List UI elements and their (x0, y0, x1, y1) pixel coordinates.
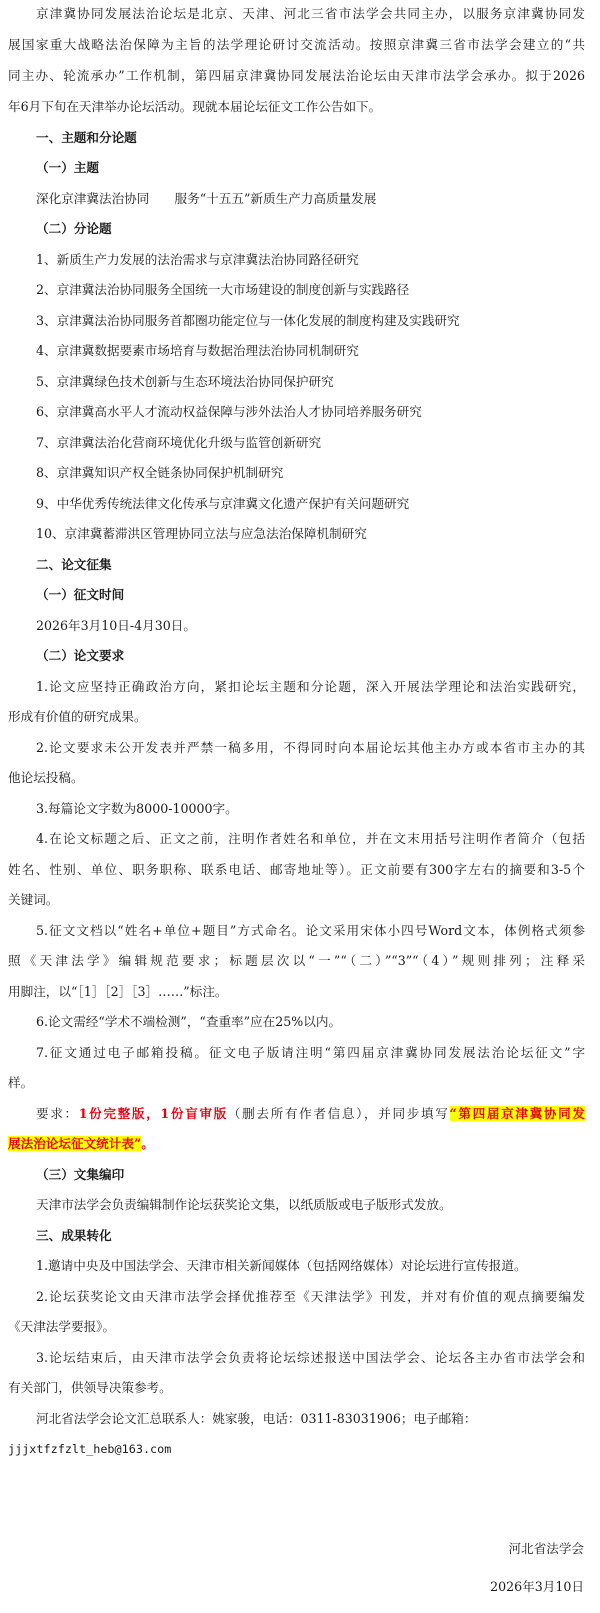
signature-organization: 河北省法学会 (508, 1541, 584, 1556)
section-heading-papers: 二、论文征集 (36, 557, 112, 572)
note-lead: 要求： (36, 1106, 79, 1121)
subtopic-item: 8、京津冀知识产权全链条协同保护机制研究 (36, 465, 284, 480)
theme-text: 深化京津冀法治协同 服务“十五五”新质生产力高质量发展 (36, 191, 377, 206)
subtopic-item: 10、京津冀蓄滞洪区管理协同立法与应急法治保障机制研究 (36, 526, 367, 541)
requirement-1-line-1: 1.论文应坚持正确政治方向，紧扣论坛主题和分论题，深入开展法学理论和法治实践研究， (36, 679, 585, 694)
subtopic-item: 2、京津冀法治协同服务全国统一大市场建设的制度创新与实践路径 (36, 282, 410, 297)
note-middle: （删去所有作者信息），并同步填写 (227, 1106, 450, 1121)
requirement-7-line-1: 7.征文通过电子邮箱投稿。征文电子版请注明“第四届京津冀协同发展法治论坛征文”字 (36, 1045, 585, 1060)
subheading-requirements: （二）论文要求 (36, 648, 125, 663)
requirement-2-line-1: 2.论文要求未公开发表并严禁一稿多用，不得同时向本届论坛其他主办方或本省市主办的其 (36, 740, 585, 755)
subtopic-item: 3、京津冀法治协同服务首都圈功能定位与一体化发展的制度构建及实践研究 (36, 313, 460, 328)
requirement-7-line-2: 样。 (8, 1075, 34, 1090)
requirement-2-line-2: 他论坛投稿。 (8, 770, 84, 785)
result-2-line-2: 《天津法学要报》。 (8, 1319, 116, 1334)
subtopic-item: 6、京津冀高水平人才流动权益保障与涉外法治人才协同培养服务研究 (36, 404, 422, 419)
subtopic-item: 9、中华优秀传统法律文化传承与京津冀文化遗产保护有关问题研究 (36, 496, 410, 511)
submission-period: 2026年3月10日-4月30日。 (36, 618, 196, 633)
subtopic-item: 1、新质生产力发展的法治需求与京津冀法治协同路径研究 (36, 252, 359, 267)
requirement-5-line-2: 照《天津法学》编辑规范要求；标题层次以“一”“（二）”“3”“（4）”规则排列；注释采 (8, 953, 585, 968)
signature-date: 2026年3月10日 (490, 1579, 584, 1594)
submission-note-line-2 (0, 1134, 600, 1154)
subheading-subtopics: （二）分论题 (36, 221, 112, 236)
subtopic-item: 4、京津冀数据要素市场培育与数据治理法治协同机制研究 (36, 343, 359, 358)
submission-note-line-1 (0, 1104, 600, 1124)
requirement-5-line-3: 用脚注，以“［1］［2］［3］……”标注。 (8, 984, 228, 999)
section-heading-results: 三、成果转化 (36, 1228, 112, 1243)
requirement-6: 6.论文需经“学术不端检测”，“查重率”应在25%以内。 (36, 1014, 342, 1029)
result-3-line-2: 有关部门，供领导决策参考。 (8, 1380, 172, 1395)
requirement-4-line-2: 姓名、性别、单位、职务职称、联系电话、邮寄地址等）。正文前要有300字左右的摘要和3-5个 (8, 862, 585, 877)
requirement-5-line-1: 5.征文文档以“姓名+单位+题目”方式命名。论文采用宋体小四号Word文本，体例格式须参 (36, 923, 585, 938)
note-form-name-highlight: “第四届京津冀协同发 (449, 1106, 585, 1121)
intro-line-4: 年6月下旬在天津举办论坛活动。现就本届论坛征文工作公告如下。 (8, 99, 382, 114)
note-versions-emphasis: 1份完整版，1份盲审版 (78, 1106, 228, 1121)
contact-line: 河北省法学会论文汇总联系人：姚家骏，电话：0311-83031906；电子邮箱： (36, 1411, 477, 1426)
subheading-collection: （三）文集编印 (36, 1167, 125, 1182)
requirement-1-line-2: 形成有价值的研究成果。 (8, 709, 147, 724)
subtopic-item: 7、京津冀法治化营商环境优化升级与监管创新研究 (36, 435, 322, 450)
contact-email[interactable]: jjjxtfzfzlt_heb@163.com (8, 1442, 172, 1456)
requirement-4-line-3: 关键词。 (8, 892, 59, 907)
result-3-line-1: 3.论坛结束后，由天津市法学会负责将论坛综述报送中国法学会、论坛各主办省市法学会和 (36, 1350, 585, 1365)
subheading-theme: （一）主题 (36, 160, 99, 175)
result-1: 1.邀请中央及中国法学会、天津市相关新闻媒体（包括网络媒体）对论坛进行宣传报道。 (36, 1258, 527, 1273)
collection-text: 天津市法学会负责编辑制作论坛获奖论文集，以纸质版或电子版形式发放。 (36, 1197, 452, 1212)
subheading-time: （一）征文时间 (36, 587, 125, 602)
subtopic-item: 5、京津冀绿色技术创新与生态环境法治协同保护研究 (36, 374, 334, 389)
section-heading-topics: 一、主题和分论题 (36, 130, 137, 145)
intro-line-2: 展国家重大战略法治保障为主旨的法学理论研讨交流活动。按照京津冀三省市法学会建立的“共 (8, 37, 585, 52)
note-form-name-highlight-cont: 展法治论坛征文统计表” (8, 1136, 142, 1151)
note-end: 。 (141, 1136, 154, 1151)
result-2-line-1: 2.论坛获奖论文由天津市法学会择优推荐至《天津法学》刊发，并对有价值的观点摘要编发 (36, 1289, 585, 1304)
requirement-4-line-1: 4.在论文标题之后、正文之前，注明作者姓名和单位，并在文末用括号注明作者简介（包括 (36, 831, 585, 846)
requirement-3: 3.每篇论文字数为8000-10000字。 (36, 801, 238, 816)
intro-line-3: 同主办、轮流承办”工作机制，第四届京津冀协同发展法治论坛由天津市法学会承办。拟于2026 (8, 68, 585, 83)
intro-line-1: 京津冀协同发展法治论坛是北京、天津、河北三省市法学会共同主办，以服务京津冀协同发 (36, 6, 585, 21)
